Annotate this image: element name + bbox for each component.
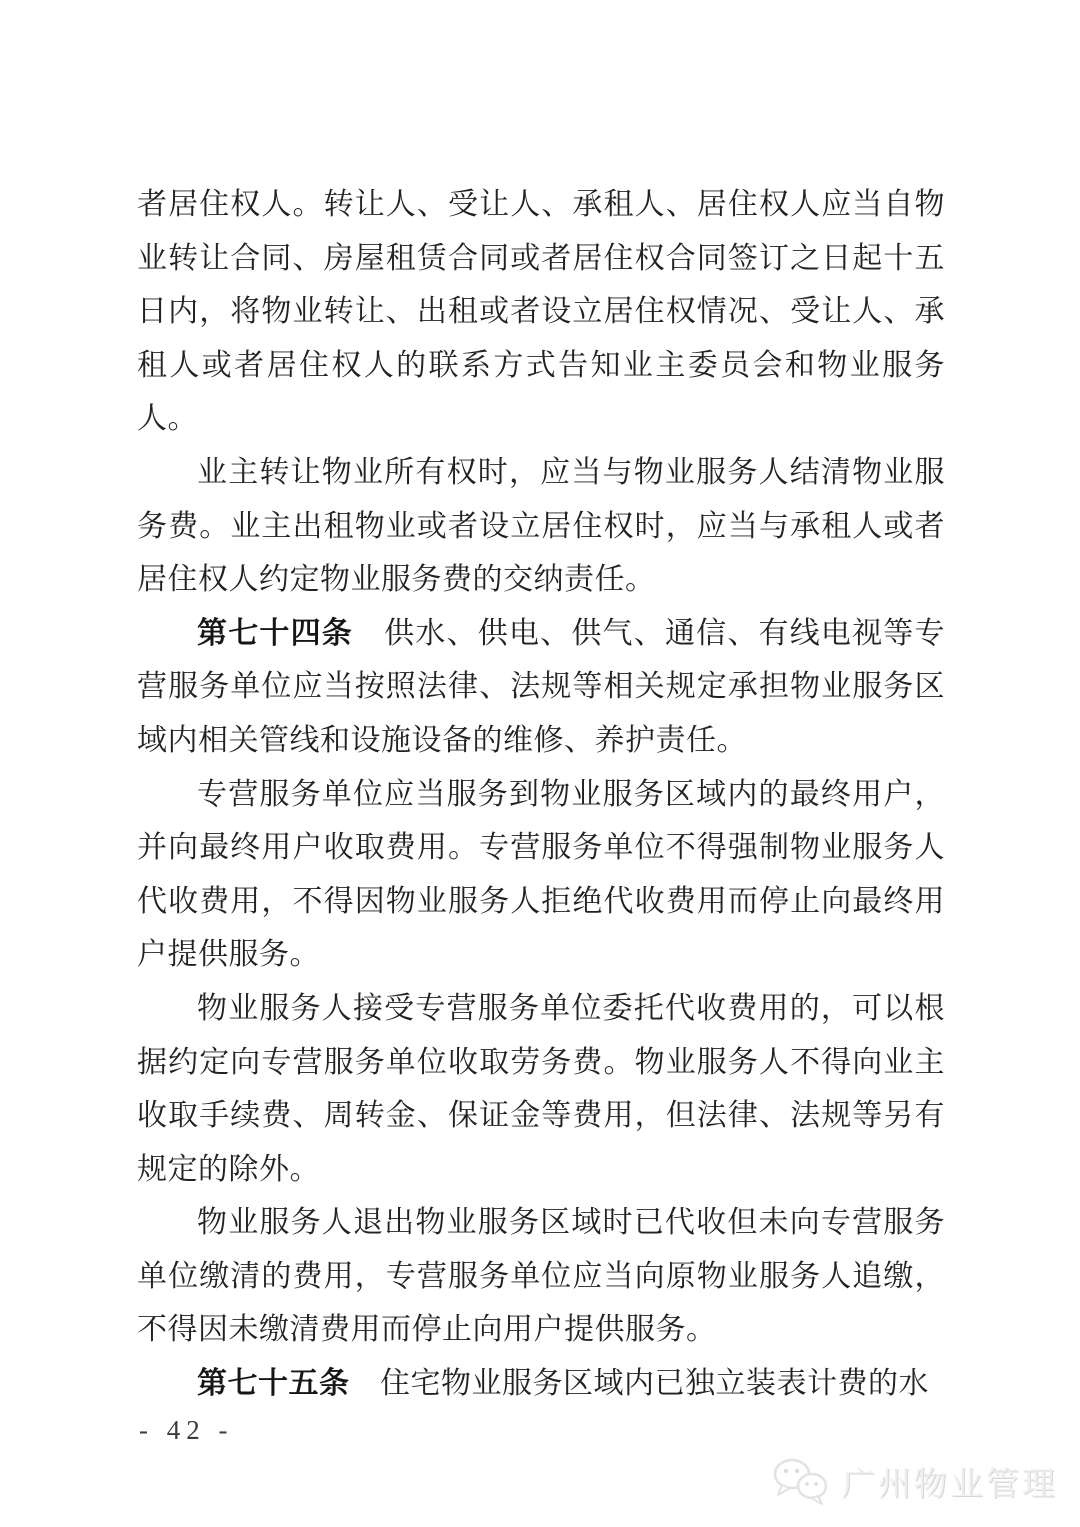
body-text: 者居住权人。转让人、受让人、承租人、居住权人应当自物业转让合同、房屋租赁合同或者居住权合同签订之日起十五日内，将物业转让、出租或者设立居住权情况、受让人、承租人或者居住权人的联系方式告知业主委员会和物业服务人。 — [137, 188, 945, 436]
watermark-label: 广州物业管理 — [842, 1464, 1058, 1502]
paragraph — [137, 1357, 945, 1411]
paragraph — [137, 607, 945, 768]
body-text: 专营服务单位应当服务到物业服务区域内的最终用户，并向最终用户收取费用。专营服务单位不得强制物业服务人代收费用，不得因物业服务人拒绝代收费用而停止向最终用户提供服务。 — [137, 777, 945, 972]
document-body — [137, 178, 945, 1411]
body-text: 业主转让物业所有权时，应当与物业服务人结清物业服务费。业主出租物业或者设立居住权时，应当与承租人或者居住权人约定物业服务费的交纳责任。 — [137, 455, 945, 597]
paragraph — [137, 446, 945, 607]
wechat-icon — [770, 1455, 832, 1507]
paragraph — [137, 982, 945, 1196]
paragraph — [137, 768, 945, 982]
body-text: 物业服务人接受专营服务单位委托代收费用的，可以根据约定向专营服务单位收取劳务费。物业服务人不得向业主收取手续费、周转金、保证金等费用，但法律、法规等另有规定的除外。 — [137, 991, 945, 1186]
paragraph — [137, 178, 945, 446]
body-text: 住宅物业服务区域内已独立装表计费的水 — [349, 1367, 929, 1401]
page-number: - 42 - — [139, 1415, 234, 1445]
paragraph — [137, 1196, 945, 1357]
article-heading: 第七十五条 — [197, 1367, 350, 1401]
body-text: 供水、供电、供气、通信、有线电视等专营服务单位应当按照法律、法规等相关规定承担物业服务区域内相关管线和设施设备的维修、养护责任。 — [137, 616, 946, 757]
article-heading: 第七十四条 — [197, 616, 353, 650]
body-text: 物业服务人退出物业服务区域时已代收但未向专营服务单位缴清的费用，专营服务单位应当向原物业服务人追缴，不得因未缴清费用而停止向用户提供服务。 — [137, 1206, 945, 1347]
watermark — [770, 1455, 1058, 1507]
